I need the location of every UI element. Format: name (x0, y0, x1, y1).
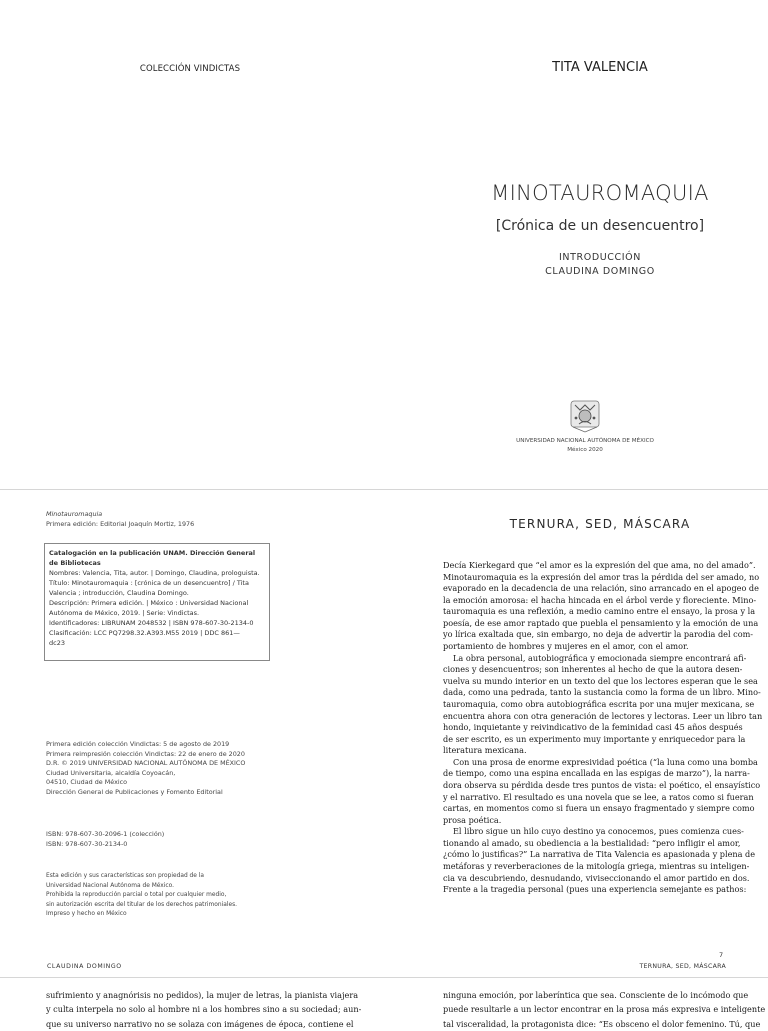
edition-line: 04510, Ciudad de México (46, 778, 128, 787)
cataloging-line: Autónoma de México, 2019. | Serie: Vindictas. (49, 609, 200, 617)
text-line: Frente a la tragedia personal (pues una experiencia semejante es pathos: (443, 884, 747, 895)
cataloging-line: dc23 (49, 639, 65, 647)
cataloging-line: Nombres: Valencia, Tita, autor. | Domingo, Claudina, prologuista. (49, 569, 260, 577)
text-line: tauromaquia, como obra autobiográfica escrita por una mujer mexicana, se (443, 698, 755, 709)
rights-line: Prohibida la reproducción parcial o total por cualquier medio, (46, 892, 227, 899)
publisher-place-year: México 2020 (567, 447, 603, 453)
isbn-info (46, 830, 164, 849)
chapter-heading: TERNURA, SED, MÁSCARA (509, 517, 691, 531)
text-line: encuentra ahora con otra generación de lectores y lectoras. Leer un libro tan (443, 710, 763, 721)
first-edition-title: Minotauromaquia (46, 510, 103, 518)
text-line: de tiempo, como una espina encallada en las espigas de marzo”), la narra- (443, 768, 750, 779)
cataloging-line: Identificadores: LIBRUNAM 2048532 | ISBN 978-607-30-2134-0 (49, 619, 254, 627)
cataloging-box (44, 543, 270, 661)
text-line: evaporado en la decadencia de una relación, sino arrancado en el apogeo de (443, 583, 759, 594)
text-line: de ser escrito, es un experimento muy importante y enriquecedor para la (443, 733, 746, 744)
text-line: Decía Kierkegard que “el amor es la expresión del que ama, no del amado”. (443, 560, 756, 570)
text-line: poesía, de ese amor raptado que puebla el pensamiento y la emoción de una (443, 617, 759, 628)
text-line: literatura mexicana. (443, 745, 527, 756)
page-divider (0, 977, 768, 978)
cataloging-line: Descripción: Primera edición. | México : Universidad Nacional (49, 599, 249, 607)
first-edition-publisher: Primera edición: Editorial Joaquín Mortiz, 1976 (46, 519, 195, 528)
text-line: ninguna emoción, por laberíntica que sea. Consciente de lo incómodo que (443, 990, 749, 1000)
left-page-footer: CLAUDINA DOMINGO (47, 963, 122, 970)
publisher-name: UNIVERSIDAD NACIONAL AUTÓNOMA DE MÉXICO (516, 438, 654, 444)
rights-line: sin autorización escrita del titular de los derechos patrimoniales. (46, 901, 238, 908)
page-number: 7 (719, 951, 724, 959)
cataloging-line: Clasificación: LCC PQ7298.32.A393.M55 2019 | DDC 861— (49, 629, 240, 637)
text-line: que su universo narrativo no se solaza con imágenes de época, contiene el (46, 1018, 354, 1029)
text-line: y culta interpela no solo al hombre ni a los hombres sino a su sociedad; aun- (46, 1004, 362, 1015)
introduction-body (443, 560, 763, 896)
edition-line: Dirección General de Publicaciones y Fomento Editorial (46, 787, 223, 796)
cataloging-line: Título: Minotauromaquia : [crónica de un desencuentro] / Tita (49, 579, 249, 587)
edition-line: D.R. © 2019 UNIVERSIDAD NACIONAL AUTÓNOMA DE MÉXICO (46, 759, 246, 768)
text-line: hondo, inquietante y reivindicativo de la feminidad casi 45 años después (443, 722, 743, 733)
text-line: y el narrativo. El resultado es una novela que se lee, a ratos como si fueran (443, 791, 754, 802)
edition-line: Primera edición colección Vindictas: 5 de agosto de 2019 (46, 740, 230, 748)
text-line: portamiento de hombres y mujeres en el amor, con el amor. (443, 641, 689, 652)
text-line: tionando al amado, su obediencia a la bestialidad: “pero infligir el amor, (443, 837, 741, 848)
text-line: vuelva su mundo interior en un texto del que los lectores esperan que le sea (443, 675, 758, 686)
text-line: cartas, en momentos como si fuera un ensayo fragmentado y siempre como (443, 803, 755, 814)
text-line: yo lírica exaltada que, sin embargo, no deja de advertir la parodia del com- (443, 629, 754, 640)
cataloging-line: Valencia ; introducción, Claudina Domingo. (49, 589, 189, 597)
book-subtitle: [Crónica de un desencuentro] (495, 218, 705, 234)
text-line: puede resultarle a un lector encontrar en la prosa más expresiva e inteligente (443, 1004, 766, 1015)
text-line: dora observa su pérdida desde tres puntos de vista: el poético, el ensayístico (443, 779, 761, 790)
text-line: Minotauromaquia es la expresión del amor tras la pérdida del ser amado, no (443, 571, 760, 582)
collection-name: COLECCIÓN VINDICTAS (139, 64, 241, 74)
text-line: ciones y desencuentros; son inherentes al hecho de que la autora desen- (443, 664, 743, 675)
text-line: tauromaquia es una reflexión, a medio camino entre el ensayo, la prosa y la (443, 606, 756, 617)
book-title: MINOTAUROMAQUIA (491, 181, 709, 205)
rights-line: Impreso y hecho en México (46, 911, 127, 918)
rights-line: Universidad Nacional Autónoma de México. (46, 882, 175, 889)
text-line: tal visceralidad, la protagonista dice: “Es obsceno el dolor femenino. Tú, que (443, 1018, 761, 1029)
introduction-author: CLAUDINA DOMINGO (545, 266, 655, 277)
page-divider (0, 489, 768, 490)
text-line: cia va descubriendo, desnudando, viviseccionando el amor partido en dos. (443, 872, 750, 883)
right-page-footer: TERNURA, SED, MÁSCARA (639, 963, 726, 970)
edition-line: Ciudad Universitaria, alcaldía Coyoacán, (46, 768, 176, 777)
text-line: La obra personal, autobiográfica y emocionada siempre encontrará afi- (453, 652, 747, 663)
cataloging-title: Catalogación en la publicación UNAM. Dirección General de Bibliotecas (49, 549, 256, 567)
text-line: dada, como una pedrada, tanto la sustancia como la forma de un libro. Mino- (443, 687, 761, 698)
text-line: Con una prosa de enorme expresividad poética (“la luna como una bomba (453, 756, 758, 767)
text-line: ¿cómo lo justificas?” La narrativa de Tita Valencia es apasionada y plena de (443, 849, 756, 860)
text-line: El libro sigue un hilo cuyo destino ya conocemos, pues comienza cues- (453, 826, 744, 837)
text-line: sufrimiento y anagnórisis no pedidos), la mujer de letras, la pianista viajera (46, 990, 359, 1000)
next-page-right-text (443, 988, 765, 1031)
edition-line: Primera reimpresión colección Vindictas: 22 de enero de 2020 (46, 749, 245, 758)
text-line: la emoción amorosa: el hacha hincada en el árbol verde y floreciente. Mino- (443, 594, 757, 605)
author-name: TITA VALENCIA (552, 60, 648, 75)
introduction-label: INTRODUCCIÓN (559, 252, 641, 263)
isbn-line: ISBN: 978-607-30-2096-1 (colección) (46, 830, 165, 838)
unam-seal-icon (568, 397, 602, 433)
rights-line: Esta edición y sus características son propiedad de la (46, 873, 205, 879)
next-page-left-text (46, 988, 361, 1031)
first-edition-block (46, 510, 194, 529)
text-line: metáforas y reverberaciones de la mitología griega, mientras su inteligen- (443, 861, 750, 872)
isbn-line: ISBN: 978-607-30-2134-0 (46, 839, 128, 848)
cataloging-text (49, 548, 266, 648)
rights-info (46, 872, 237, 920)
text-line: prosa poética. (443, 814, 502, 825)
edition-info (46, 740, 245, 798)
